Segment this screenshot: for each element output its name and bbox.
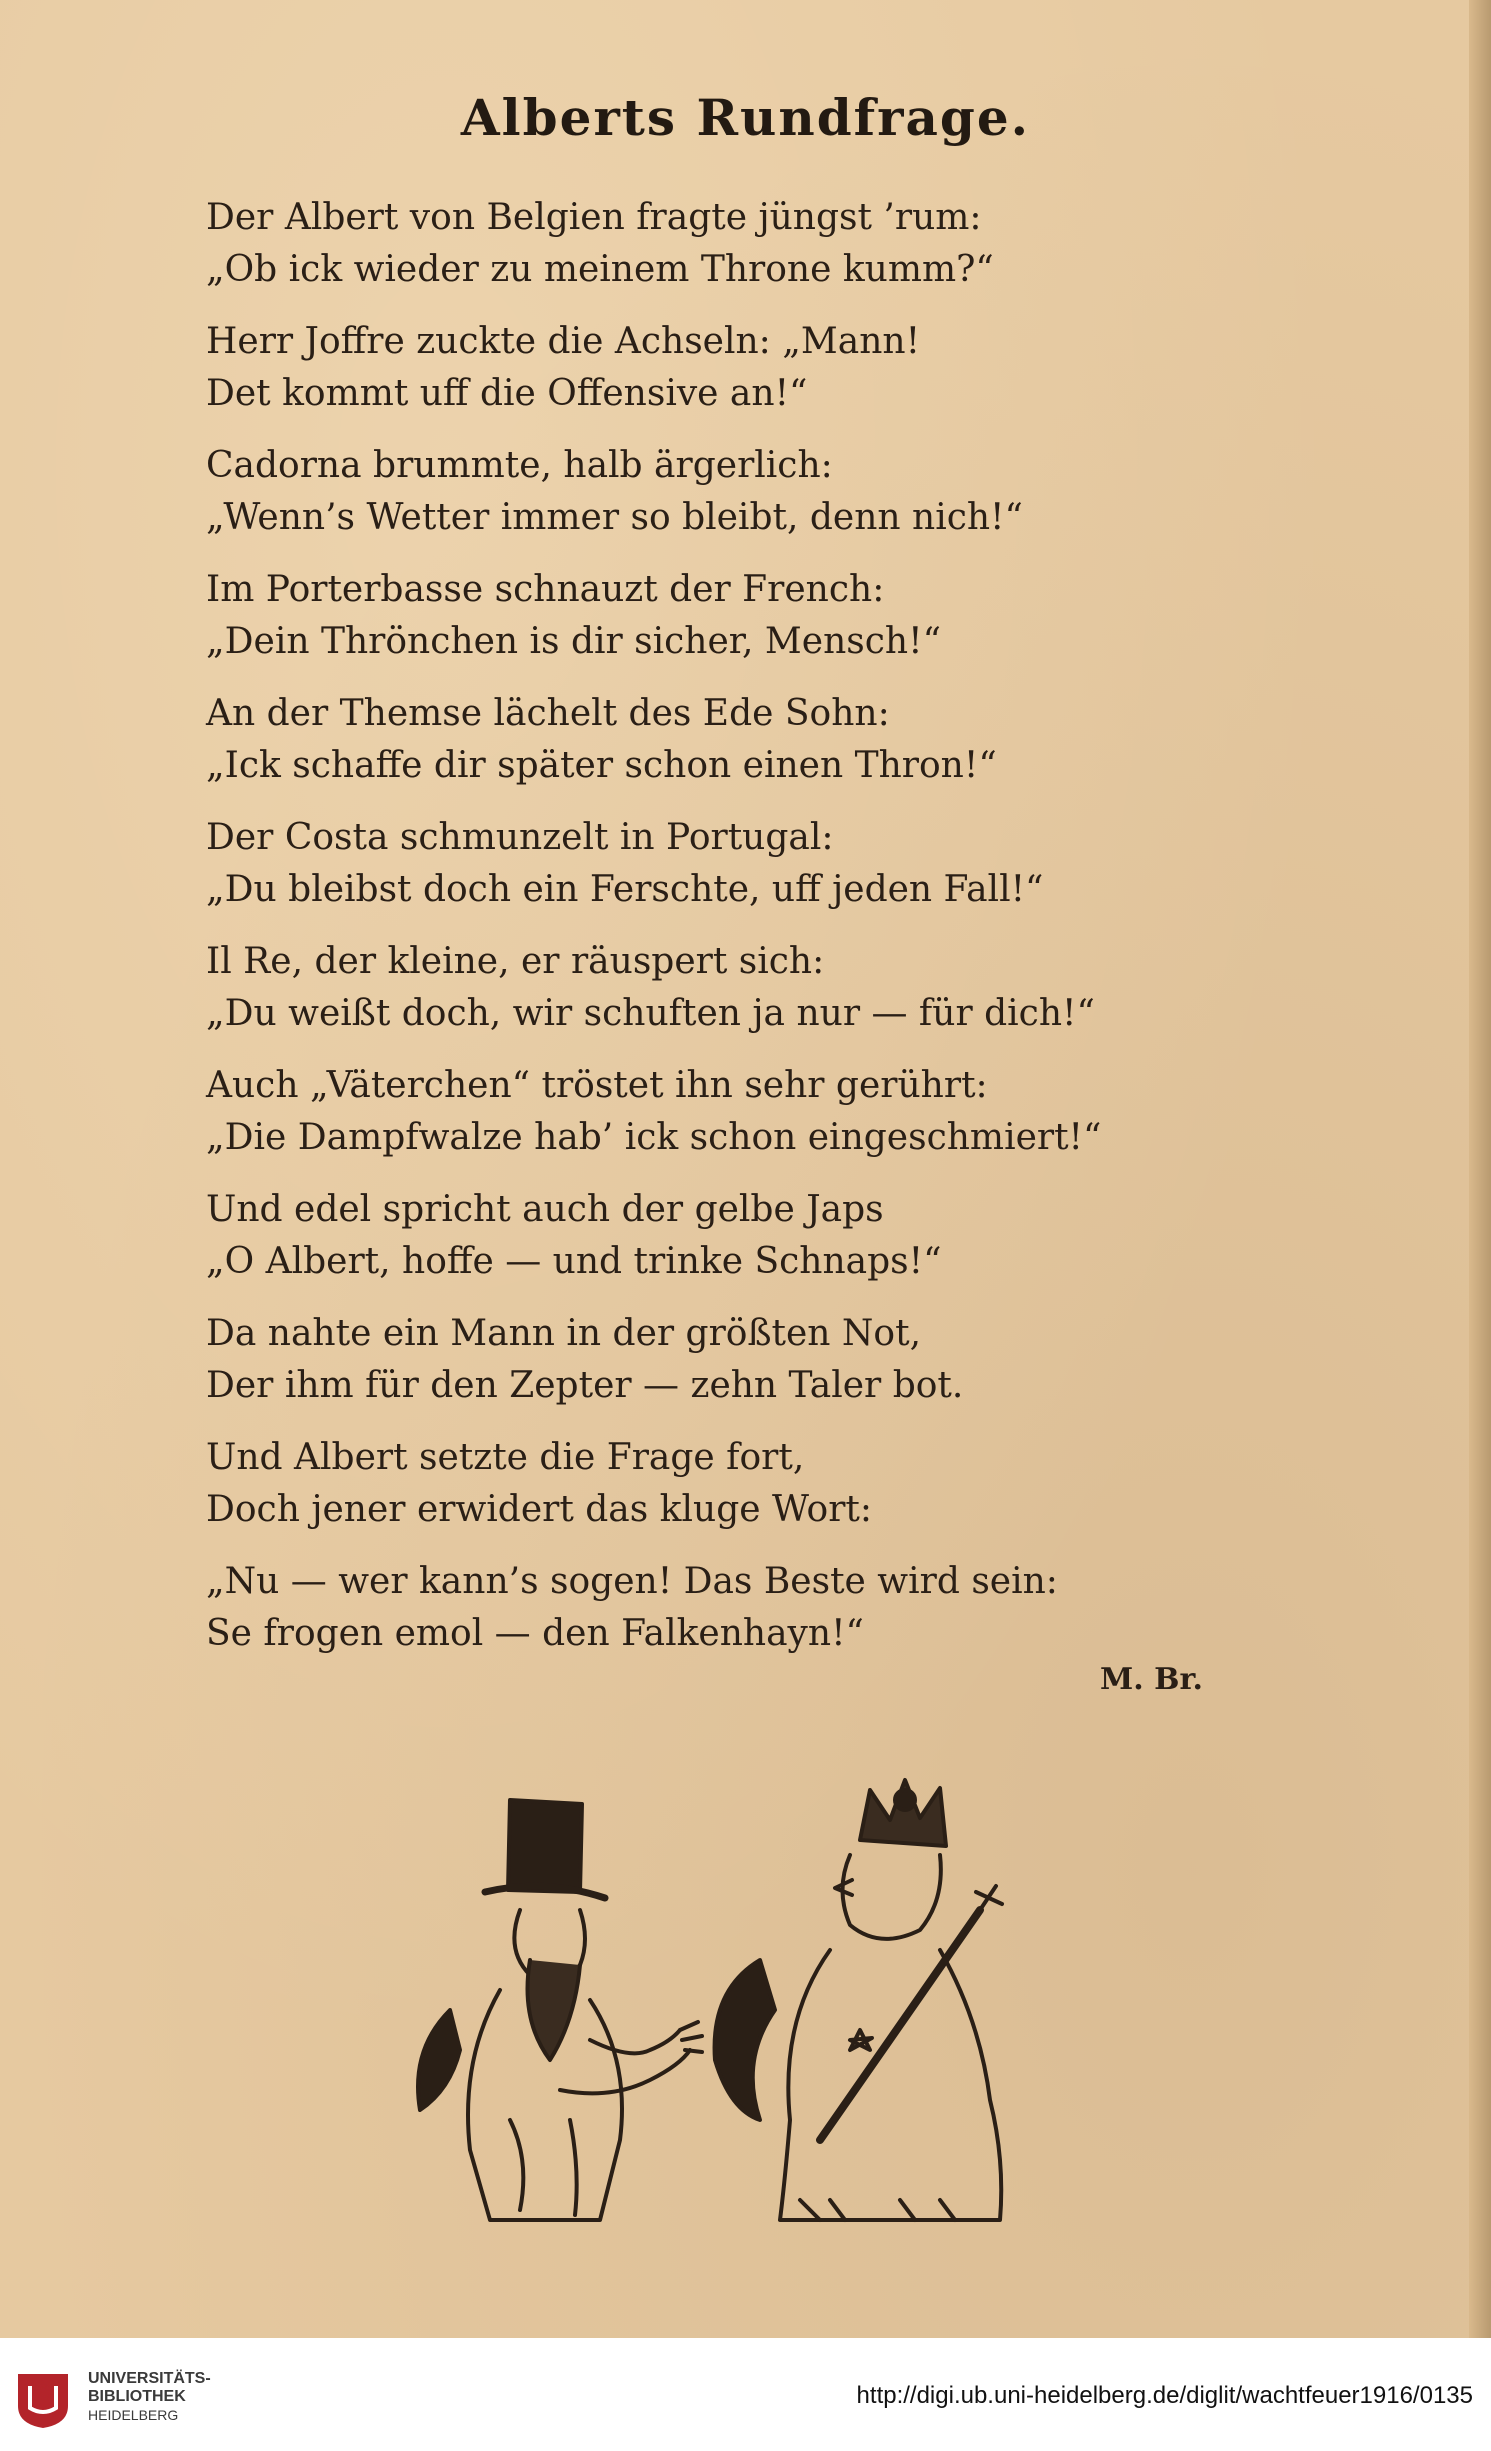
poem-line: Da nahte ein Mann in der größten Not, [206, 1313, 922, 1354]
poem-stanza [206, 192, 1286, 296]
poem-line: Herr Joffre zuckte die Achseln: „Mann! [206, 321, 921, 362]
poem-line: Il Re, der kleine, er räuspert sich: [206, 941, 825, 982]
figure-top-hat-man [418, 1800, 702, 2220]
library-name-line3: HEIDELBERG [88, 2407, 179, 2423]
figure-crowned-king [715, 1780, 1002, 2220]
poem-line: Se frogen emol — den Falkenhayn!“ [206, 1613, 864, 1654]
poem-line: „Ick schaffe dir später schon einen Thron!“ [206, 745, 997, 786]
poem-line: „O Albert, hoffe — und trinke Schnaps!“ [206, 1241, 942, 1282]
poem-stanza [206, 1432, 1286, 1536]
footer-bar [0, 2338, 1491, 2451]
author-signature: M. Br. [1100, 1662, 1203, 1697]
poem-line: Und Albert setzte die Frage fort, [206, 1437, 805, 1478]
library-name-line2: BIBLIOTHEK [88, 2388, 186, 2405]
poem-line: „Du bleibst doch ein Ferschte, uff jeden Fall!“ [206, 869, 1044, 910]
page-edge [1469, 0, 1491, 2338]
poem-line: „Nu — wer kann’s sogen! Das Beste wird sein: [206, 1561, 1058, 1602]
poem-stanza [206, 1556, 1286, 1660]
poem-line: Und edel spricht auch der gelbe Japs [206, 1189, 884, 1230]
library-name-line1: UNIVERSITÄTS- [88, 2370, 211, 2387]
library-name [88, 2370, 211, 2424]
poem-stanza [206, 564, 1286, 668]
university-library-logo-icon [10, 2366, 76, 2432]
poem-stanza [206, 440, 1286, 544]
poem-line: „Dein Thrönchen is dir sicher, Mensch!“ [206, 621, 941, 662]
poem-line: Auch „Väterchen“ tröstet ihn sehr gerührt: [206, 1065, 988, 1106]
poem-title: Alberts Rundfrage. [460, 88, 1031, 147]
poem-line: An der Themse lächelt des Ede Sohn: [206, 693, 890, 734]
poem-line: „Ob ick wieder zu meinem Throne kumm?“ [206, 249, 994, 290]
poem-line: „Wenn’s Wetter immer so bleibt, denn nich!“ [206, 497, 1023, 538]
caricature-illustration [380, 1760, 1100, 2230]
poem-body [206, 192, 1286, 1680]
poem-stanza [206, 812, 1286, 916]
poem-line: Der ihm für den Zepter — zehn Taler bot. [206, 1365, 964, 1406]
poem-line: „Die Dampfwalze hab’ ick schon eingeschmiert!“ [206, 1117, 1102, 1158]
poem-line: Der Albert von Belgien fragte jüngst ’rum: [206, 197, 982, 238]
poem-stanza [206, 1308, 1286, 1412]
poem-line: Der Costa schmunzelt in Portugal: [206, 817, 834, 858]
poem-stanza [206, 1184, 1286, 1288]
poem-stanza [206, 316, 1286, 420]
poem-line: „Du weißt doch, wir schuften ja nur — für dich!“ [206, 993, 1095, 1034]
poem-line: Cadorna brummte, halb ärgerlich: [206, 445, 833, 486]
poem-line: Det kommt uff die Offensive an!“ [206, 373, 808, 414]
poem-line: Im Porterbasse schnauzt der French: [206, 569, 885, 610]
source-url[interactable]: http://digi.ub.uni-heidelberg.de/diglit/wachtfeuer1916/0135 [856, 2382, 1473, 2409]
poem-line: Doch jener erwidert das kluge Wort: [206, 1489, 873, 1530]
poem-stanza [206, 936, 1286, 1040]
poem-stanza [206, 1060, 1286, 1164]
poem-stanza [206, 688, 1286, 792]
